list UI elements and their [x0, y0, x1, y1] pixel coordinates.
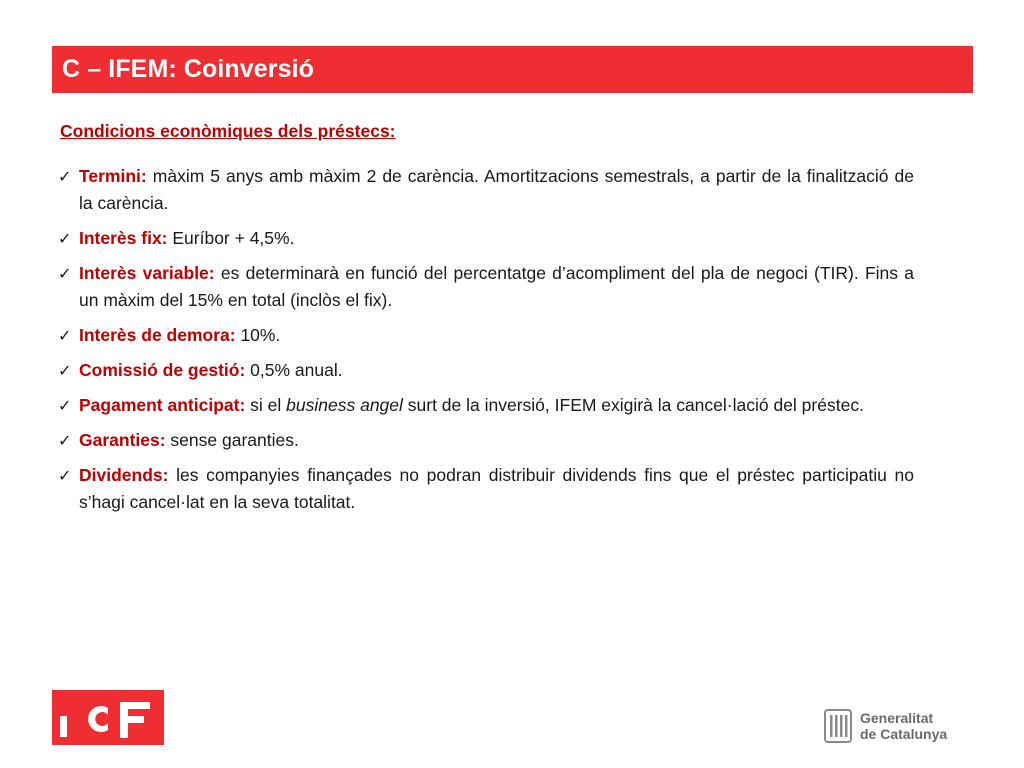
item-text: si el — [245, 395, 287, 415]
generalitat-wordmark — [860, 710, 947, 742]
item-label: Dividends: — [79, 465, 169, 485]
list-item — [58, 260, 914, 314]
item-label: Pagament anticipat: — [79, 395, 246, 415]
item-label: Termini: — [79, 166, 147, 186]
generalitat-line2: de Catalunya — [860, 726, 948, 742]
item-text: 0,5% anual. — [245, 360, 343, 380]
list-item — [58, 225, 914, 252]
slide-title: C – IFEM: Coinversió — [62, 55, 315, 83]
generalitat-line1: Generalitat — [860, 710, 934, 726]
checkmark-icon: ✓ — [58, 396, 72, 415]
item-text: Euríbor + 4,5%. — [167, 228, 295, 248]
list-item — [58, 357, 914, 384]
checkmark-icon: ✓ — [58, 229, 72, 248]
checkmark-icon: ✓ — [58, 167, 72, 186]
item-text: es determinarà en funció del percentatge d’acompliment del pla de negoci (TIR). Fins a un màxim del 15% en total (inclòs el fix). — [79, 263, 914, 310]
checkmark-icon: ✓ — [58, 326, 72, 345]
list-item — [58, 322, 914, 349]
item-text: màxim 5 anys amb màxim 2 de carència. Amortitzacions semestrals, a partir de la finalització de la carència. — [79, 166, 914, 213]
list-item — [58, 392, 914, 419]
item-label: Interès fix: — [79, 228, 168, 248]
list-item — [58, 462, 914, 516]
icf-logo-graphic — [52, 690, 164, 745]
checkmark-icon: ✓ — [58, 264, 72, 283]
title-bar — [52, 46, 973, 93]
conditions-list — [58, 163, 914, 524]
icf-logo — [52, 690, 164, 745]
list-item — [58, 163, 914, 217]
item-label: Comissió de gestió: — [79, 360, 246, 380]
generalitat-logo — [824, 707, 964, 745]
item-text-italic: business angel — [286, 395, 403, 415]
item-text: 10%. — [235, 325, 281, 345]
checkmark-icon: ✓ — [58, 466, 72, 485]
item-text: les companyies finançades no podran distribuir dividends fins que el préstec participatiu no s’hagi cancel·lat en la seva totalitat. — [79, 465, 914, 512]
item-label: Garanties: — [79, 430, 166, 450]
item-label: Interès de demora: — [79, 325, 236, 345]
item-text: sense garanties. — [165, 430, 299, 450]
item-text: surt de la inversió, IFEM exigirà la cancel·lació del préstec. — [402, 395, 864, 415]
checkmark-icon: ✓ — [58, 361, 72, 380]
item-label: Interès variable: — [79, 263, 215, 283]
generalitat-emblem-icon — [824, 709, 852, 743]
list-item — [58, 427, 914, 454]
section-subtitle: Condicions econòmiques dels préstecs: — [60, 121, 396, 141]
checkmark-icon: ✓ — [58, 431, 72, 450]
